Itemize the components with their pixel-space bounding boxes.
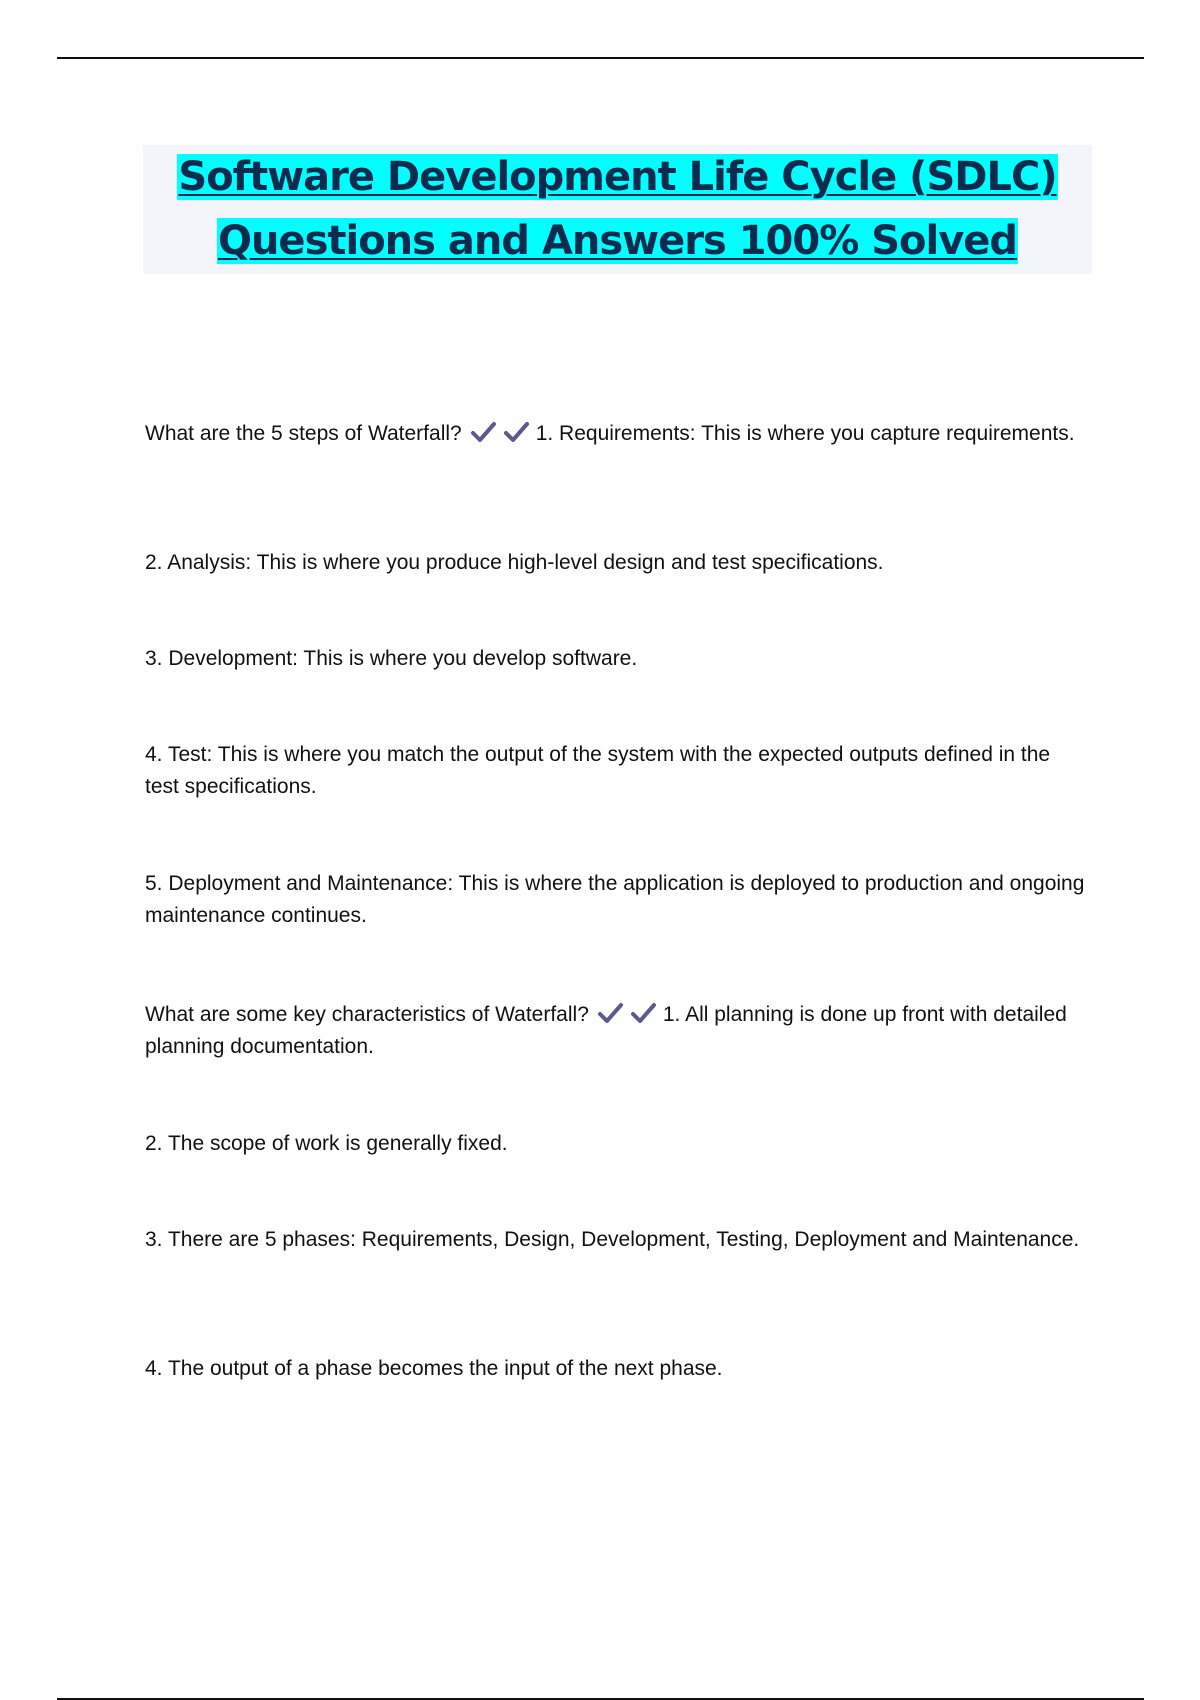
answer-item: 4. Test: This is where you match the output of the system with the expected outputs defined in the test specifications.	[145, 743, 1051, 798]
document-title	[143, 145, 1092, 274]
answer-item: 5. Deployment and Maintenance: This is where the application is deployed to production and ongoing maintenance continues.	[145, 872, 1085, 927]
checkmark-icon	[597, 1002, 624, 1024]
question-1	[145, 418, 1085, 450]
title-line-1: Software Development Life Cycle (SDLC)	[178, 154, 1057, 200]
checkmark-icon	[630, 1002, 657, 1024]
question-2	[145, 999, 1085, 1063]
answer-text: 1. All planning is done up front with detailed planning documentation.	[145, 1003, 1067, 1058]
answer-text: 1. Requirements: This is where you capture requirements.	[535, 422, 1075, 445]
checkmark-icon	[503, 421, 530, 443]
answer-item: 2. The scope of work is generally fixed.	[145, 1132, 508, 1155]
checkmark-icon	[470, 421, 497, 443]
answer-item: 2. Analysis: This is where you produce high-level design and test specifications.	[145, 551, 884, 574]
answer-item: 4. The output of a phase becomes the input of the next phase.	[145, 1357, 723, 1380]
top-rule	[57, 57, 1144, 59]
answer-item: 3. Development: This is where you develop software.	[145, 647, 638, 670]
question-text: What are the 5 steps of Waterfall?	[145, 422, 462, 445]
answer-item: 3. There are 5 phases: Requirements, Design, Development, Testing, Deployment and Maintenance.	[145, 1228, 1080, 1251]
title-line-2: Questions and Answers 100% Solved	[217, 218, 1018, 264]
question-text: What are some key characteristics of Waterfall?	[145, 1003, 589, 1026]
